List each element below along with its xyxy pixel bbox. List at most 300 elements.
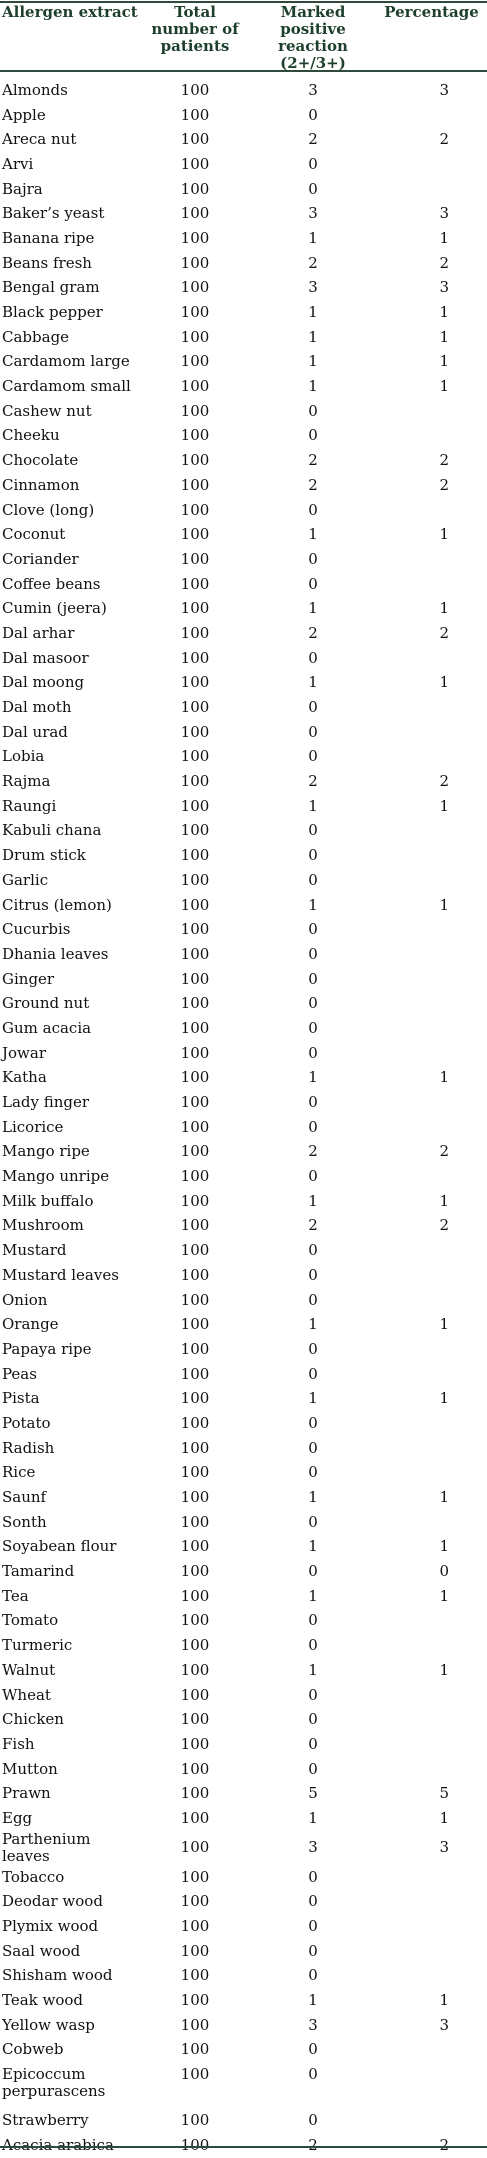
cell-total: 100 (180, 1966, 210, 1985)
table-row (0, 1609, 487, 1634)
cell-positive: 0 (308, 1018, 318, 1037)
cell-percentage: 5 (439, 1784, 449, 1803)
cell-total: 100 (180, 327, 210, 346)
cell-percentage (376, 177, 487, 202)
cell-positive: 1 (308, 303, 318, 322)
cell-allergen: Onion (2, 1290, 48, 1309)
cell-percentage: 1 (439, 1488, 449, 1507)
cell-percentage (376, 745, 487, 770)
cell-positive: 0 (308, 969, 318, 988)
cell-total: 100 (180, 821, 210, 840)
header-total-patients: Total number of patients (151, 3, 239, 55)
table-row (0, 1189, 487, 1214)
cell-allergen: Dhania leaves (2, 944, 109, 963)
table-row (0, 646, 487, 671)
cell-percentage (376, 1510, 487, 1535)
cell-percentage: 1 (439, 1068, 449, 1087)
cell-positive: 0 (308, 1611, 318, 1630)
cell-positive: 0 (308, 2065, 318, 2084)
cell-positive: 2 (308, 130, 318, 149)
cell-positive: 0 (308, 1892, 318, 1911)
table-row (0, 1485, 487, 1510)
cell-positive: 1 (308, 1991, 318, 2010)
cell-percentage (376, 1362, 487, 1387)
cell-allergen: Sonth (2, 1512, 47, 1531)
cell-total: 100 (180, 1660, 210, 1679)
cell-total: 100 (180, 1636, 210, 1655)
cell-total: 100 (180, 1216, 210, 1235)
cell-total: 100 (180, 1191, 210, 1210)
cell-positive: 0 (308, 549, 318, 568)
cell-allergen: Chicken (2, 1710, 64, 1729)
table-row (0, 325, 487, 350)
table-row (0, 1411, 487, 1436)
cell-allergen: Coffee beans (2, 574, 101, 593)
table-row (0, 2108, 487, 2133)
table-row (0, 1510, 487, 1535)
cell-percentage (376, 819, 487, 844)
cell-percentage: 0 (439, 1562, 449, 1581)
cell-allergen: Cardamom small (2, 377, 131, 396)
cell-percentage (376, 1238, 487, 1263)
table-row (0, 1362, 487, 1387)
cell-positive: 2 (308, 253, 318, 272)
table-row (0, 893, 487, 918)
cell-positive: 1 (308, 228, 318, 247)
cell-allergen: Parthenium leaves (2, 1829, 91, 1865)
table-row (0, 1535, 487, 1560)
allergen-table (0, 4, 487, 2158)
table-row (0, 1658, 487, 1683)
cell-allergen: Cinnamon (2, 475, 80, 494)
cell-positive: 3 (308, 1838, 318, 1857)
cell-percentage: 2 (439, 130, 449, 149)
cell-positive: 2 (308, 1216, 318, 1235)
cell-allergen: Tobacco (2, 1867, 65, 1886)
cell-allergen: Mango unripe (2, 1167, 110, 1186)
table-row (0, 1865, 487, 1890)
cell-positive: 5 (308, 1784, 318, 1803)
table-body (0, 78, 487, 2158)
table-row (0, 917, 487, 942)
cell-positive: 1 (308, 796, 318, 815)
cell-allergen: Cashew nut (2, 401, 92, 420)
table-row (0, 127, 487, 152)
cell-positive: 1 (308, 1488, 318, 1507)
cell-total: 100 (180, 303, 210, 322)
table-row (0, 1633, 487, 1658)
cell-positive: 2 (308, 451, 318, 470)
cell-percentage: 3 (439, 278, 449, 297)
cell-total: 100 (180, 1784, 210, 1803)
cell-allergen: Tea (2, 1586, 29, 1605)
cell-allergen: Pista (2, 1389, 40, 1408)
cell-total: 100 (180, 130, 210, 149)
cell-positive: 0 (308, 821, 318, 840)
cell-percentage (376, 1914, 487, 1939)
table-row (0, 1090, 487, 1115)
cell-total: 100 (180, 426, 210, 445)
table-row (0, 1890, 487, 1915)
cell-total: 100 (180, 1685, 210, 1704)
cell-percentage (376, 1865, 487, 1890)
cell-total: 100 (180, 154, 210, 173)
cell-allergen: Rice (2, 1463, 36, 1482)
cell-percentage (376, 1683, 487, 1708)
cell-allergen: Bajra (2, 179, 43, 198)
cell-positive: 0 (308, 1941, 318, 1960)
table-row (0, 300, 487, 325)
cell-positive: 0 (308, 1043, 318, 1062)
cell-percentage (376, 1707, 487, 1732)
table-row (0, 350, 487, 375)
cell-allergen: Saunf (2, 1488, 47, 1507)
cell-positive: 0 (308, 1917, 318, 1936)
cell-allergen: Cabbage (2, 327, 70, 346)
cell-total: 100 (180, 1413, 210, 1432)
cell-total: 100 (180, 1611, 210, 1630)
cell-total: 100 (180, 2065, 210, 2084)
cell-allergen: Beans fresh (2, 253, 92, 272)
cell-allergen: Mushroom (2, 1216, 84, 1235)
table-row (0, 1988, 487, 2013)
cell-percentage: 2 (439, 451, 449, 470)
cell-total: 100 (180, 1562, 210, 1581)
cell-percentage (376, 1164, 487, 1189)
cell-percentage (376, 720, 487, 745)
cell-allergen: Dal masoor (2, 648, 89, 667)
cell-positive: 2 (308, 475, 318, 494)
cell-allergen: Egg (2, 1808, 33, 1827)
cell-allergen: Clove (long) (2, 500, 95, 519)
cell-positive: 1 (308, 1068, 318, 1087)
cell-percentage: 2 (439, 1142, 449, 1161)
table-row (0, 819, 487, 844)
cell-percentage (376, 547, 487, 572)
cell-total: 100 (180, 574, 210, 593)
cell-total: 100 (180, 1167, 210, 1186)
cell-allergen: Almonds (2, 80, 68, 99)
cell-total: 100 (180, 1093, 210, 1112)
cell-allergen: Tomato (2, 1611, 59, 1630)
cell-total: 100 (180, 1808, 210, 1827)
bottom-rule (0, 2146, 487, 2148)
cell-allergen: Walnut (2, 1660, 56, 1679)
cell-total: 100 (180, 1142, 210, 1161)
cell-total: 100 (180, 648, 210, 667)
cell-allergen: Cumin (jeera) (2, 599, 107, 618)
cell-total: 100 (180, 2111, 210, 2130)
cell-total: 100 (180, 475, 210, 494)
table-row (0, 1683, 487, 1708)
table-row (0, 498, 487, 523)
cell-allergen: Ground nut (2, 994, 90, 1013)
cell-percentage: 2 (439, 2135, 449, 2154)
table-row (0, 522, 487, 547)
cell-percentage (376, 1041, 487, 1066)
cell-percentage (376, 1757, 487, 1782)
cell-allergen: Teak wood (2, 1991, 84, 2010)
table-row (0, 2062, 487, 2108)
cell-percentage: 1 (439, 327, 449, 346)
table-row (0, 1461, 487, 1486)
cell-percentage (376, 1337, 487, 1362)
table-row (0, 1041, 487, 1066)
cell-positive: 0 (308, 1364, 318, 1383)
cell-total: 100 (180, 969, 210, 988)
cell-allergen: Orange (2, 1315, 59, 1334)
cell-positive: 0 (308, 846, 318, 865)
cell-percentage: 2 (439, 1216, 449, 1235)
cell-total: 100 (180, 1364, 210, 1383)
cell-positive: 0 (308, 1512, 318, 1531)
cell-positive: 0 (308, 1562, 318, 1581)
cell-percentage: 3 (439, 204, 449, 223)
cell-percentage: 2 (439, 772, 449, 791)
cell-positive: 0 (308, 920, 318, 939)
cell-total: 100 (180, 1463, 210, 1482)
cell-positive: 1 (308, 1537, 318, 1556)
cell-positive: 1 (308, 895, 318, 914)
cell-total: 100 (180, 549, 210, 568)
cell-allergen: Chocolate (2, 451, 79, 470)
cell-positive: 0 (308, 1413, 318, 1432)
cell-total: 100 (180, 1991, 210, 2010)
cell-total: 100 (180, 204, 210, 223)
cell-allergen: Dal arhar (2, 623, 75, 642)
cell-percentage: 1 (439, 303, 449, 322)
cell-total: 100 (180, 944, 210, 963)
cell-allergen: Drum stick (2, 846, 86, 865)
cell-positive: 0 (308, 1463, 318, 1482)
cell-allergen: Epicoccum perpurascens (2, 2065, 106, 2101)
table-row (0, 1707, 487, 1732)
cell-total: 100 (180, 1867, 210, 1886)
table-row (0, 1386, 487, 1411)
table-row (0, 671, 487, 696)
cell-total: 100 (180, 105, 210, 124)
cell-allergen: Lady finger (2, 1093, 90, 1112)
cell-percentage: 1 (439, 599, 449, 618)
cell-allergen: Plymix wood (2, 1917, 99, 1936)
cell-allergen: Apple (2, 105, 46, 124)
cell-percentage: 1 (439, 1991, 449, 2010)
table-row (0, 1288, 487, 1313)
cell-allergen: Potato (2, 1413, 51, 1432)
cell-allergen: Garlic (2, 870, 49, 889)
cell-total: 100 (180, 1315, 210, 1334)
cell-percentage (376, 1461, 487, 1486)
cell-percentage (376, 103, 487, 128)
cell-percentage (376, 2108, 487, 2133)
cell-total: 100 (180, 525, 210, 544)
table-row (0, 621, 487, 646)
cell-positive: 3 (308, 2015, 318, 2034)
cell-total: 100 (180, 1917, 210, 1936)
cell-allergen: Turmeric (2, 1636, 73, 1655)
cell-percentage (376, 695, 487, 720)
cell-total: 100 (180, 228, 210, 247)
table-row (0, 1066, 487, 1091)
cell-total: 100 (180, 1941, 210, 1960)
cell-percentage: 1 (439, 1808, 449, 1827)
cell-allergen: Dal moong (2, 673, 85, 692)
cell-allergen: Peas (2, 1364, 37, 1383)
cell-positive: 0 (308, 1117, 318, 1136)
table-row (0, 424, 487, 449)
cell-positive: 0 (308, 1290, 318, 1309)
cell-percentage: 1 (439, 895, 449, 914)
cell-positive: 0 (308, 500, 318, 519)
cell-positive: 0 (308, 1636, 318, 1655)
cell-total: 100 (180, 1241, 210, 1260)
cell-total: 100 (180, 895, 210, 914)
cell-allergen: Arvi (2, 154, 34, 173)
cell-allergen: Saal wood (2, 1941, 81, 1960)
cell-percentage: 1 (439, 1191, 449, 1210)
cell-percentage (376, 991, 487, 1016)
cell-allergen: Mustard (2, 1241, 67, 1260)
cell-positive: 0 (308, 1241, 318, 1260)
cell-percentage (376, 1263, 487, 1288)
cell-positive: 3 (308, 278, 318, 297)
cell-total: 100 (180, 1290, 210, 1309)
cell-allergen: Areca nut (2, 130, 77, 149)
table-row (0, 2038, 487, 2063)
table-row (0, 226, 487, 251)
table-row (0, 547, 487, 572)
cell-allergen: Wheat (2, 1685, 51, 1704)
cell-positive: 0 (308, 574, 318, 593)
cell-positive: 0 (308, 648, 318, 667)
cell-allergen: Yellow wasp (2, 2015, 95, 2034)
table-row (0, 201, 487, 226)
cell-allergen: Citrus (lemon) (2, 895, 112, 914)
cell-percentage: 1 (439, 228, 449, 247)
cell-positive: 1 (308, 327, 318, 346)
cell-percentage (376, 1732, 487, 1757)
cell-positive: 1 (308, 377, 318, 396)
table-row (0, 1312, 487, 1337)
table-row (0, 942, 487, 967)
table-row (0, 1757, 487, 1782)
cell-total: 100 (180, 451, 210, 470)
cell-total: 100 (180, 1512, 210, 1531)
cell-total: 100 (180, 599, 210, 618)
cell-positive: 0 (308, 1265, 318, 1284)
cell-total: 100 (180, 500, 210, 519)
table-row (0, 374, 487, 399)
cell-total: 100 (180, 1710, 210, 1729)
table-row (0, 1016, 487, 1041)
table-row (0, 596, 487, 621)
cell-allergen: Shisham wood (2, 1966, 113, 1985)
cell-percentage (376, 646, 487, 671)
cell-percentage: 1 (439, 1586, 449, 1605)
cell-positive: 1 (308, 599, 318, 618)
table-row (0, 572, 487, 597)
cell-allergen: Strawberry (2, 2111, 89, 2130)
cell-total: 100 (180, 772, 210, 791)
cell-positive: 0 (308, 747, 318, 766)
cell-positive: 0 (308, 870, 318, 889)
cell-total: 100 (180, 846, 210, 865)
table-row (0, 1781, 487, 1806)
table-row (0, 177, 487, 202)
cell-total: 100 (180, 80, 210, 99)
cell-percentage (376, 1939, 487, 1964)
cell-total: 100 (180, 1438, 210, 1457)
cell-allergen: Licorice (2, 1117, 64, 1136)
cell-allergen: Mustard leaves (2, 1265, 119, 1284)
table-row (0, 1263, 487, 1288)
cell-allergen: Rajma (2, 772, 51, 791)
table-row (0, 1238, 487, 1263)
cell-positive: 3 (308, 80, 318, 99)
cell-positive: 0 (308, 154, 318, 173)
table-row (0, 745, 487, 770)
table-row (0, 967, 487, 992)
cell-positive: 0 (308, 1093, 318, 1112)
cell-positive: 0 (308, 401, 318, 420)
cell-positive: 1 (308, 1660, 318, 1679)
header-percentage: Percentage (384, 3, 479, 21)
cell-positive: 0 (308, 1438, 318, 1457)
cell-percentage (376, 1633, 487, 1658)
cell-positive: 0 (308, 179, 318, 198)
cell-total: 100 (180, 1759, 210, 1778)
cell-total: 100 (180, 2015, 210, 2034)
cell-allergen: Katha (2, 1068, 47, 1087)
cell-percentage (376, 1115, 487, 1140)
cell-allergen: Mango ripe (2, 1142, 90, 1161)
cell-allergen: Bengal gram (2, 278, 100, 297)
table-row (0, 1732, 487, 1757)
table-row (0, 1214, 487, 1239)
cell-percentage: 1 (439, 377, 449, 396)
table-row (0, 399, 487, 424)
cell-total: 100 (180, 673, 210, 692)
cell-percentage: 1 (439, 1660, 449, 1679)
table-row (0, 720, 487, 745)
cell-positive: 0 (308, 1710, 318, 1729)
cell-allergen: Dal urad (2, 722, 68, 741)
cell-percentage (376, 399, 487, 424)
cell-allergen: Fish (2, 1734, 35, 1753)
cell-percentage (376, 843, 487, 868)
cell-total: 100 (180, 1018, 210, 1037)
cell-percentage: 1 (439, 1389, 449, 1408)
table-row (0, 448, 487, 473)
cell-positive: 0 (308, 698, 318, 717)
table-row (0, 769, 487, 794)
table-row (0, 276, 487, 301)
cell-total: 100 (180, 1389, 210, 1408)
cell-positive: 2 (308, 772, 318, 791)
cell-allergen: Deodar wood (2, 1892, 103, 1911)
cell-percentage (376, 1016, 487, 1041)
cell-allergen: Acacia arabica (2, 2135, 114, 2154)
table-row (0, 1559, 487, 1584)
cell-total: 100 (180, 722, 210, 741)
cell-percentage (376, 967, 487, 992)
cell-positive: 0 (308, 105, 318, 124)
cell-positive: 0 (308, 1966, 318, 1985)
cell-total: 100 (180, 1043, 210, 1062)
cell-allergen: Baker’s yeast (2, 204, 105, 223)
cell-total: 100 (180, 747, 210, 766)
cell-positive: 0 (308, 994, 318, 1013)
